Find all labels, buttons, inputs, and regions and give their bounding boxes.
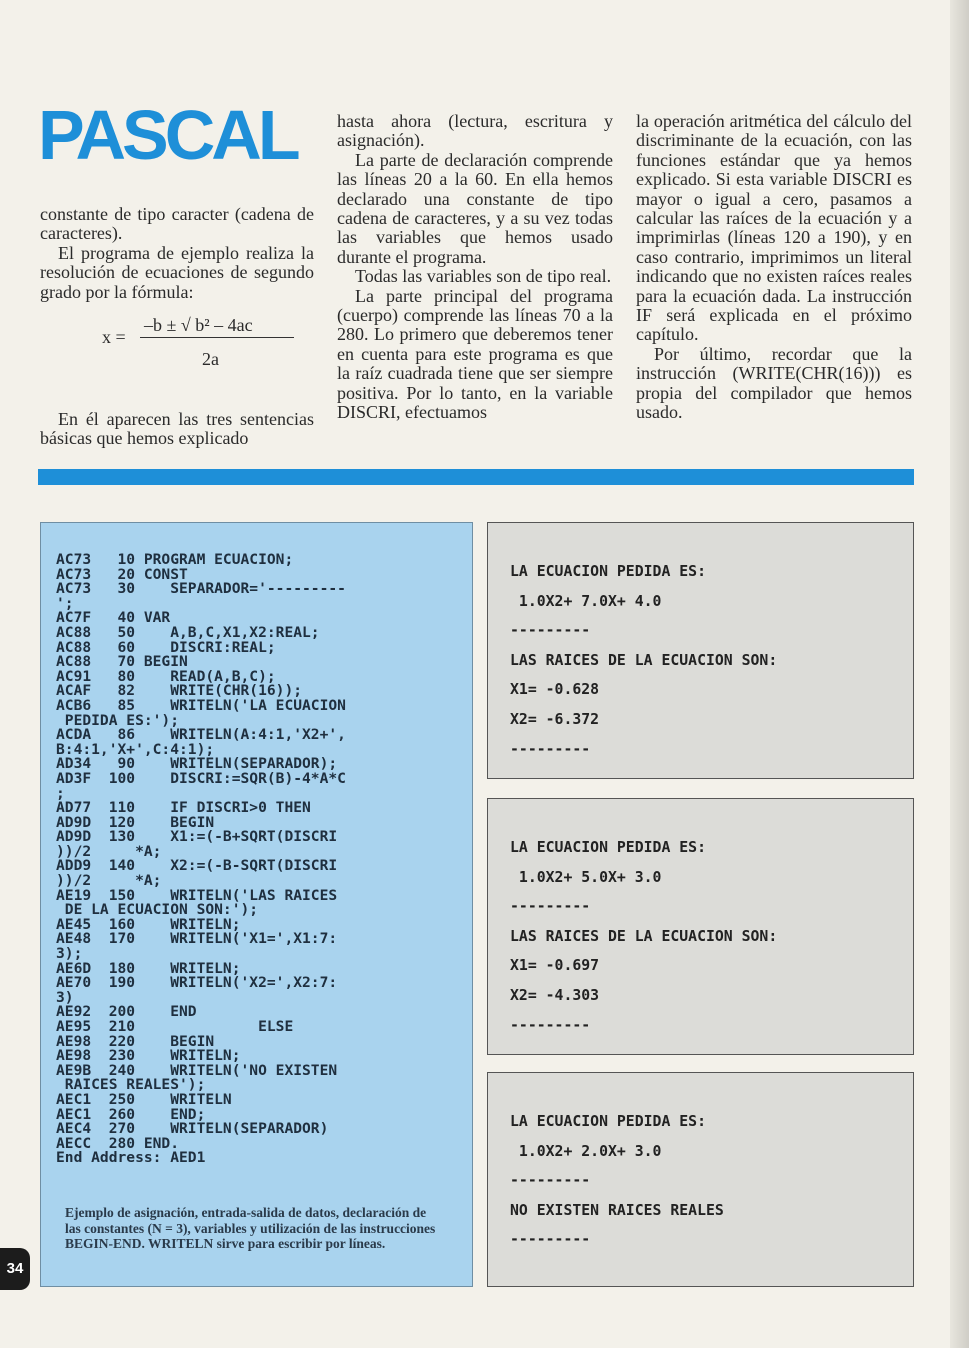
paragraph: Por último, recordar que la instrucción (WRITE(CHR(16))) es propia del compilador que hemos usado. [636, 343, 912, 423]
blue-divider-bar [38, 469, 914, 485]
listing-caption: Ejemplo de asignación, entrada-salida de datos, declaración de las constantes (N = 3), variables y utilización de las instrucciones BEGIN-END. WRITELN sirve para escribir por líneas. [65, 1205, 436, 1251]
paragraph: Todas las variables son de tipo real. [355, 266, 612, 287]
formula-lhs: x = [102, 327, 126, 348]
page-edge-shadow [950, 0, 969, 1348]
screen-text: LA ECUACION PEDIDA ES: 1.0X2+ 2.0X+ 3.0 --------- NO EXISTEN RAICES REALES --------- [510, 1113, 724, 1249]
paragraph: la operación aritmética del cálculo del discriminante de la ecuación, con las funciones estándar que ya hemos explicado. Si esta variable DISCRI es mayor o igual a cero, pasamos a calcular las raíces de la ecuación y a imprimirlas (líneas 120 a 190), y en caso contrario, imprimimos un literal indicando que no existen raíces reales para la ecuación dada. La instrucción IF será explicada en el próximo capítulo. [636, 111, 912, 345]
program-listing-panel [40, 522, 473, 1287]
page-number: 34 [0, 1248, 30, 1290]
screen-text: LA ECUACION PEDIDA ES: 1.0X2+ 7.0X+ 4.0 --------- LAS RAICES DE LA ECUACION SON: X1= -0.628 X2= -6.372 --------- [510, 563, 778, 758]
fraction-bar [140, 337, 294, 338]
output-screen-1 [487, 522, 914, 779]
text-column-3 [636, 112, 912, 423]
paragraph: La parte principal del programa (cuerpo) comprende las líneas 70 a la 280. Lo primero que deberemos tener en cuenta para este programa es que la raíz cuadrada tiene que ser siempre positiva. Por lo tanto, en la variable DISCRI, efectuamos [337, 285, 613, 423]
text-column-1 [40, 205, 314, 449]
paragraph: constante de tipo caracter (cadena de caracteres). [40, 204, 314, 244]
quadratic-formula [40, 316, 314, 394]
paragraph: La parte de declaración comprende las líneas 20 a la 60. En ella hemos declarado una constante de tipo cadena de caracteres, y a su vez todas las variables que hemos usado durante el programa. [337, 149, 613, 267]
output-screen-2 [487, 798, 914, 1055]
paragraph: El programa de ejemplo realiza la resolución de ecuaciones de segundo grado por la fórmula: [40, 242, 314, 302]
section-title: PASCAL [38, 96, 297, 174]
paragraph: En él aparecen las tres sentencias básicas que hemos explicado [40, 409, 314, 449]
screen-text: LA ECUACION PEDIDA ES: 1.0X2+ 5.0X+ 3.0 --------- LAS RAICES DE LA ECUACION SON: X1= -0.697 X2= -4.303 --------- [510, 839, 778, 1034]
pascal-code: AC73 10 PROGRAM ECUACION; AC73 20 CONST AC73 30 SEPARADOR='--------- '; AC7F 40 VAR AC88 50 A,B,C,X1,X2:REAL; AC88 60 DISCRI:REAL; AC88 70 BEGIN AC91 80 READ(A,B,C); ACAF 82 WRITE(CHR(16)); ACB6 85 WRITELN('LA ECUACION PEDIDA ES:'); ACDA 86 WRITELN(A:4:1,'X2+', B:4:1,'X+',C:4:1); AD34 90 WRITELN(SEPARADOR); AD3F 100 DISCRI:=SQR(B)-4*A*C ; AD77 110 IF DISCRI>0 THEN AD9D 120 BEGIN AD9D 130 X1:=(-B+SQRT(DISCRI ))/2 *A; ADD9 140 X2:=(-B-SQRT(DISCRI ))/2 *A; AE19 150 WRITELN('LAS RAICES DE LA ECUACION SON:'); AE45 160 WRITELN; AE48 170 WRITELN('X1=',X1:7: 3); AE6D 180 WRITELN; AE70 190 WRITELN('X2=',X2:7: 3) AE92 200 END AE95 210 ELSE AE98 220 BEGIN AE98 230 WRITELN; AE9B 240 WRITELN('NO EXISTEN RAICES REALES'); AEC1 250 WRITELN AEC1 260 END; AEC4 270 WRITELN(SEPARADOR) AECC 280 END. End Address: AED1 [56, 551, 346, 1167]
text-column-2 [337, 112, 613, 423]
formula-denominator: 2a [202, 349, 219, 370]
paragraph: hasta ahora (lectura, escritura y asignación). [337, 111, 613, 151]
formula-numerator: –b ± √ b² – 4ac [144, 315, 253, 336]
output-screen-3 [487, 1072, 914, 1287]
